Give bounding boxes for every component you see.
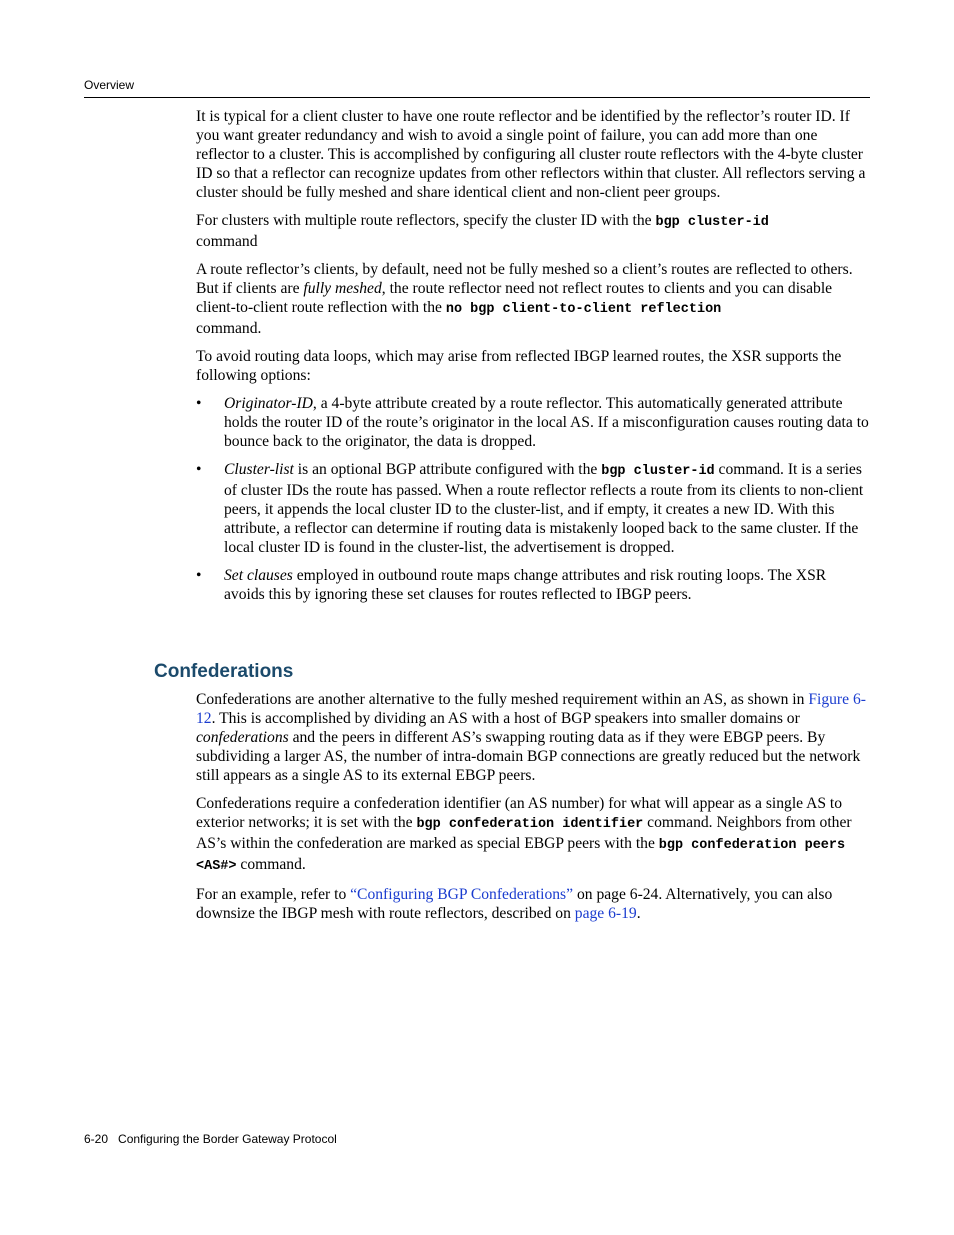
bullet-icon: • xyxy=(196,567,202,584)
section-link[interactable]: “Configuring BGP Confederations” xyxy=(350,886,574,903)
page-link[interactable]: page 6-19 xyxy=(574,905,637,922)
text: Confederations require a confederation identifier (an AS number) for what will appear as a single AS to exterior networks; it is set with the xyxy=(196,795,843,831)
emphasis: Cluster-list xyxy=(224,461,294,478)
text: For clusters with multiple route reflectors, specify the cluster ID with the xyxy=(196,212,656,229)
text: command. Neighbors from other AS’s within the confederation are marked as special EBGP peers with the xyxy=(196,814,852,852)
bullet-list xyxy=(196,394,870,604)
figure-link[interactable]: Figure 6-12 xyxy=(196,691,866,727)
text: command. xyxy=(196,320,262,337)
list-item xyxy=(196,566,870,604)
bullet-icon: • xyxy=(196,461,202,478)
command-text: bgp confederation peers <AS#> xyxy=(196,838,846,874)
emphasis: confederations xyxy=(196,729,289,746)
emphasis: Originator-ID xyxy=(224,395,313,412)
text: , the route reflector need not reflect routes to clients and you can disable client-to-client route reflection with the xyxy=(196,280,833,316)
emphasis: Set clauses xyxy=(224,567,293,584)
bullet-icon: • xyxy=(196,395,202,412)
page-number: 6-20 xyxy=(84,1132,109,1146)
command-text: no bgp client-to-client reflection xyxy=(445,302,722,317)
list-item xyxy=(196,460,870,557)
command-text: bgp cluster-id xyxy=(655,215,769,230)
text: command xyxy=(196,233,258,250)
body-text xyxy=(196,107,870,613)
text: For an example, refer to xyxy=(196,886,351,903)
command-text: bgp cluster-id xyxy=(601,464,715,479)
paragraph xyxy=(196,885,870,923)
text: employed in outbound route maps change attributes and risk routing loops. The XSR avoids this by ignoring these set clauses for routes reflected to IBGP peers. xyxy=(224,567,827,603)
paragraph: It is typical for a client cluster to have one route reflector and be identified by the reflector’s router ID. If you want greater redundancy and wish to avoid a single point of failure, you can add more than one reflector to a cluster. This is accomplished by configuring all cluster route reflectors with the 4-byte cluster ID so that a reflector can recognize updates from other reflectors within that cluster. All reflectors serving a cluster should be fully meshed and share identical client and non-client peer groups. xyxy=(196,108,866,201)
list-item xyxy=(196,394,870,451)
command-text: bgp confederation identifier xyxy=(416,817,644,832)
text: is an optional BGP attribute configured with the xyxy=(293,461,602,478)
text: and the peers in different AS’s swapping routing data as if they were EBGP peers. By subdividing a larger AS, the number of intra-domain BGP connections are greatly reduced but the network still appears as a single AS to its external EBGP peers. xyxy=(196,729,861,784)
paragraph xyxy=(196,260,870,338)
text: Confederations are another alternative to the fully meshed requirement within an AS, as shown in xyxy=(196,691,809,708)
section-heading: Confederations xyxy=(154,661,294,682)
emphasis: fully meshed xyxy=(303,280,382,297)
text: command. It is a series of cluster IDs the route has passed. When a route reflector reflects a route from its clients to non-client peers, it appends the local cluster ID to the cluster-list, and if empty, it creates a new ID. With this attribute, a reflector can determine if routing data is mistakenly looped back to the same cluster. If the local cluster ID is found in the cluster-list, the advertisement is dropped. xyxy=(224,461,864,556)
text: A route reflector’s clients, by default, need not be fully meshed so a client’s routes are reflected to others. But if clients are xyxy=(196,261,853,297)
paragraph xyxy=(196,690,870,785)
running-header: Overview xyxy=(84,78,135,92)
page-footer xyxy=(84,1132,337,1146)
text: on page 6-24. Alternatively, you can also downsize the IBGP mesh with route reflectors, described on xyxy=(196,886,833,922)
paragraph xyxy=(196,211,870,251)
text: . This is accomplished by dividing an AS with a host of BGP speakers into smaller domains or xyxy=(211,710,800,727)
text: , a 4-byte attribute created by a route reflector. This automatically generated attribute holds the router ID of the route’s originator in the local AS. If a misconfiguration causes routing data to bounce back to the originator, the data is dropped. xyxy=(224,395,869,450)
header-rule xyxy=(84,97,870,98)
paragraph xyxy=(196,794,870,876)
confederations-text xyxy=(196,690,870,932)
chapter-title: Configuring the Border Gateway Protocol xyxy=(118,1132,337,1146)
text: . xyxy=(636,905,641,922)
paragraph: To avoid routing data loops, which may arise from reflected IBGP learned routes, the XSR supports the following options: xyxy=(196,348,842,384)
text: command. xyxy=(236,856,306,873)
